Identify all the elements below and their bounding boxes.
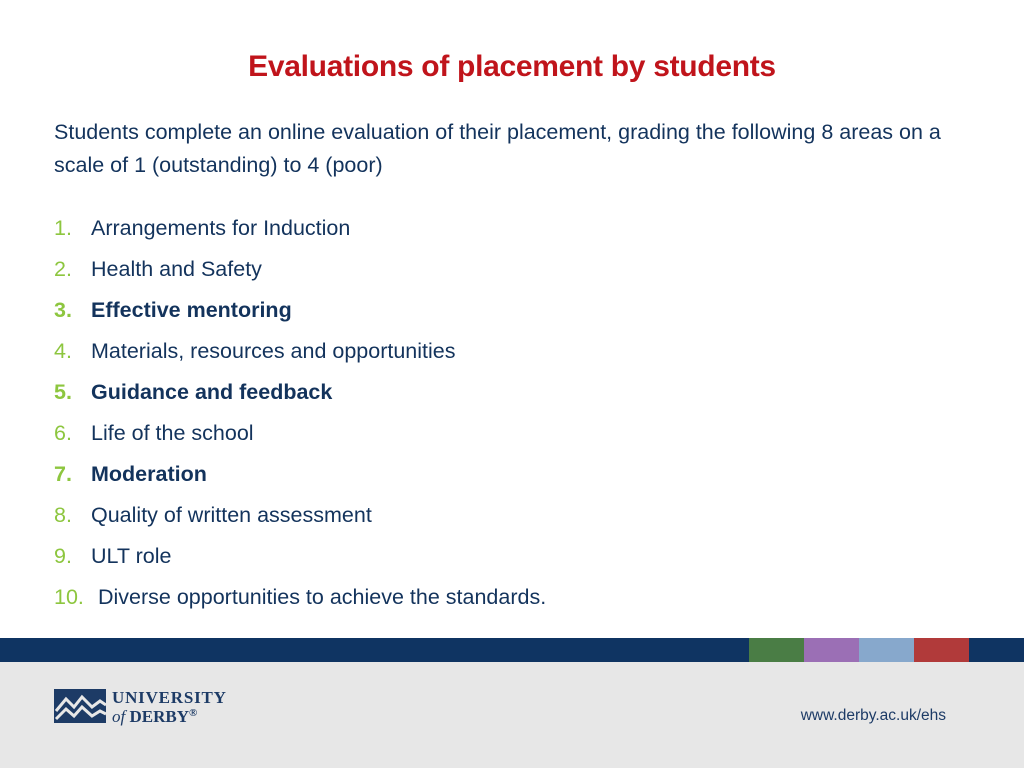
list-item-text: Materials, resources and opportunities [91, 339, 456, 363]
list-item [54, 417, 546, 458]
list-item [54, 581, 546, 622]
list-number: 8. [54, 503, 72, 527]
list-item-text: Diverse opportunities to achieve the standards. [98, 585, 547, 609]
list-item [54, 335, 546, 376]
list-number: 4. [54, 339, 72, 363]
blue-swatch [859, 638, 914, 662]
list-number: 1. [54, 216, 72, 240]
list-item-text: Guidance and feedback [91, 380, 333, 404]
footer-url: www.derby.ac.uk/ehs [800, 707, 946, 724]
list-item [54, 212, 546, 253]
list-item [54, 253, 546, 294]
logo-derby: DERBY [129, 707, 189, 726]
logo-wordmark-derby [112, 707, 197, 727]
list-item-text: Quality of written assessment [91, 503, 372, 527]
list-item-text: Health and Safety [91, 257, 262, 281]
list-item [54, 294, 546, 335]
list-item-text: ULT role [91, 544, 172, 568]
purple-swatch [804, 638, 859, 662]
list-item-text: Effective mentoring [91, 298, 292, 322]
list-item-text: Life of the school [91, 421, 254, 445]
list-number: 10. [54, 585, 84, 609]
slide-title: Evaluations of placement by students [248, 50, 776, 83]
list-item [54, 499, 546, 540]
evaluation-areas-list [54, 212, 546, 622]
list-item [54, 458, 546, 499]
list-item-text: Moderation [91, 462, 207, 486]
intro-paragraph: Students complete an online evaluation of their placement, grading the following 8 areas on a scale of 1 (outstanding) to 4 (poor) [54, 120, 941, 177]
logo-registered-mark: ® [189, 707, 198, 719]
list-number: 6. [54, 421, 72, 445]
list-number: 3. [54, 298, 72, 322]
logo-of: of [112, 707, 126, 726]
red-swatch [914, 638, 969, 662]
list-item [54, 376, 546, 417]
green-swatch [749, 638, 804, 662]
list-number: 5. [54, 380, 72, 404]
list-number: 7. [54, 462, 72, 486]
list-item-text: Arrangements for Induction [91, 216, 351, 240]
list-number: 2. [54, 257, 72, 281]
list-item [54, 540, 546, 581]
logo-wordmark-university: UNIVERSITY [112, 688, 227, 707]
list-number: 9. [54, 544, 72, 568]
